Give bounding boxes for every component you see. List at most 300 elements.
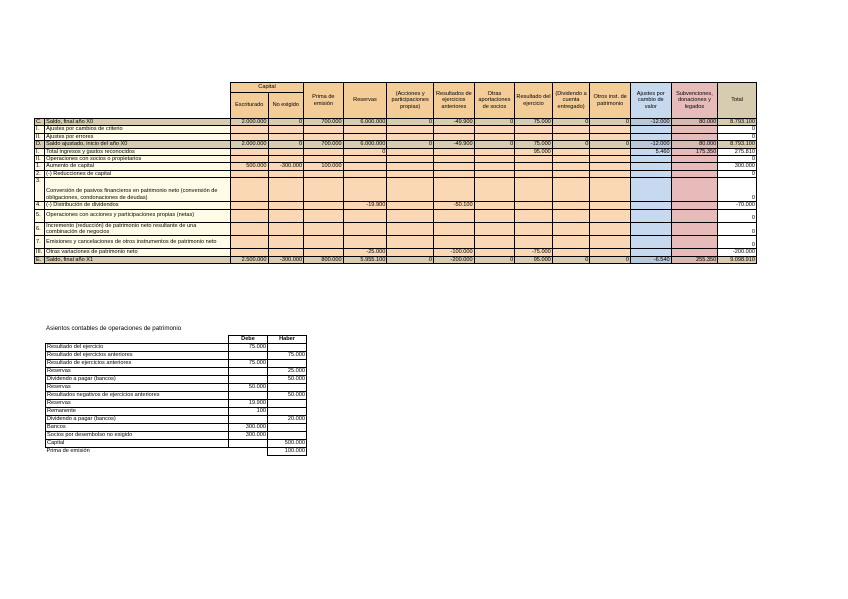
row-value: 0 [718,178,757,202]
row-code: 1. [35,163,45,170]
row-value [387,148,434,155]
row-code: 4. [35,202,45,209]
row-value [474,249,515,256]
row-value [230,156,268,163]
row-value: -70.000 [718,202,757,209]
journal-account: Dividendo a pagar (bancos) [46,376,229,384]
header-escriturado: Escriturado [230,93,268,119]
row-value [590,133,631,140]
journal-debe [229,416,268,424]
journal-debe: 300.000 [229,432,268,440]
equity-row [35,133,757,140]
row-value [387,156,434,163]
row-value [343,170,387,177]
row-value: 0 [474,141,515,148]
equity-row [35,119,757,126]
row-value: 0 [552,256,590,263]
journal-haber [268,432,307,440]
row-value [304,126,344,133]
journal-row [46,424,307,432]
row-value [268,236,304,249]
journal-haber: 20.000 [268,416,307,424]
journal-haber: 100.000 [268,448,307,456]
row-value [474,163,515,170]
row-value [434,126,475,133]
equity-row [35,178,757,202]
row-value: 80.000 [671,141,718,148]
header-total: Total [718,83,757,119]
journal-row [46,384,307,392]
row-value [590,170,631,177]
journal-debe [229,392,268,400]
row-code: 2. [35,170,45,177]
row-value: 0 [718,170,757,177]
row-value [552,202,590,209]
journal-row [46,368,307,376]
journal-account: Resultado del ejercicios anteriores [46,352,229,360]
row-value: -75.000 [515,249,553,256]
row-value [268,126,304,133]
journal-debe [229,376,268,384]
row-value [474,148,515,155]
journal-row [46,432,307,440]
row-label: Total ingresos y gastos reconocidos [45,148,231,155]
row-value [671,209,718,222]
row-label: (-) Distribución de dividendos [45,202,231,209]
row-value [671,202,718,209]
equity-row [35,163,757,170]
row-value: 300.000 [718,163,757,170]
row-value [552,148,590,155]
journal-account: Bancos [46,424,229,432]
header-capital-group: Capital [230,83,303,93]
row-value [552,156,590,163]
journal-row [46,376,307,384]
row-value: -100.000 [434,249,475,256]
row-value [230,170,268,177]
row-label: Emisiones y cancelaciones de otros instrumentos de patrimonio neto [45,236,231,249]
row-value: 0 [718,126,757,133]
journal-row [46,440,307,448]
row-value: 0 [387,141,434,148]
row-value [387,163,434,170]
row-label: Ajustes por cambios de criterio [45,126,231,133]
row-value [304,148,344,155]
row-value: -6.540 [630,256,671,263]
row-value [230,249,268,256]
row-value: 9.098.910 [718,256,757,263]
row-label: Ajustes por errores [45,133,231,140]
row-value [552,133,590,140]
journal-header-blank [46,336,229,344]
header-subvenciones: Subvenciones, donaciones y legados [671,83,718,119]
row-code: E. [35,256,45,263]
journal-row [46,448,307,456]
row-code: D. [35,141,45,148]
row-code: 7. [35,236,45,249]
journal-debe: 75.000 [229,360,268,368]
row-value: 175.350 [671,148,718,155]
header-prima: Prima de emisión [304,83,344,119]
row-value: 0 [268,119,304,126]
journal-account: Reservas [46,384,229,392]
row-value [268,209,304,222]
journal-title: Asientos contables de operaciones de patrimonio [46,325,182,332]
row-value [343,163,387,170]
row-value [434,133,475,140]
row-value: 0 [552,119,590,126]
row-value [343,126,387,133]
journal-row [46,352,307,360]
row-code: I. [35,148,45,155]
row-value: 0 [718,236,757,249]
equity-row [35,126,757,133]
header-otros-instrumentos: Otros inst. de patrimonio [590,83,631,119]
row-label: Aumento de capital [45,163,231,170]
row-value [268,170,304,177]
row-value [552,163,590,170]
row-value [268,148,304,155]
row-value: 95.000 [515,256,553,263]
row-value [515,236,553,249]
row-value [515,133,553,140]
row-value [434,156,475,163]
journal-row [46,408,307,416]
row-value [552,178,590,202]
row-value: 0 [343,148,387,155]
equity-row [35,148,757,155]
equity-row [35,256,757,263]
row-value [474,202,515,209]
row-value: 0 [718,222,757,236]
row-value [230,133,268,140]
row-value: 0 [552,141,590,148]
row-value: 255.350 [671,256,718,263]
row-value [590,249,631,256]
row-value [387,202,434,209]
row-value [630,202,671,209]
row-value [590,209,631,222]
row-value: 2.500.000 [230,256,268,263]
row-value: 8.793.100 [718,119,757,126]
row-value [630,209,671,222]
equity-row [35,170,757,177]
header-no-exigido: No exigido [268,93,304,119]
row-value [671,126,718,133]
row-value [304,156,344,163]
row-label: Saldo, final año X1 [45,256,231,263]
row-value [474,156,515,163]
row-value: 0 [590,256,631,263]
journal-debe: 75.000 [229,344,268,352]
row-value [434,178,475,202]
row-value [590,178,631,202]
row-value [387,170,434,177]
journal-row [46,392,307,400]
journal-header-debe: Debe [229,336,268,344]
row-value [434,148,475,155]
journal-debe [229,352,268,360]
row-value: 5.460 [630,148,671,155]
journal-debe [229,368,268,376]
journal-haber [268,400,307,408]
row-value: 5.955.100 [343,256,387,263]
row-value [268,178,304,202]
row-value [434,170,475,177]
row-value [671,170,718,177]
row-value [304,222,344,236]
row-value [474,209,515,222]
row-value: 0 [718,209,757,222]
equity-row [35,156,757,163]
row-label: Operaciones con acciones y participaciones propias (netas) [45,209,231,222]
journal-account: Prima de emisión [46,448,90,455]
row-value [230,202,268,209]
row-value [343,209,387,222]
row-value [434,236,475,249]
row-value [515,156,553,163]
row-value: 800.000 [304,256,344,263]
row-value [268,222,304,236]
row-value [474,133,515,140]
row-value [552,249,590,256]
row-value: 0 [590,119,631,126]
header-otras-aportaciones: Otras aportaciones de socios [474,83,515,119]
equity-row [35,141,757,148]
row-value [434,209,475,222]
journal-account: Socios por desembolso no exigido [46,432,229,440]
row-value: -12.000 [630,119,671,126]
journal-debe: 19.900 [229,400,268,408]
row-value: -25.000 [343,249,387,256]
row-code: II. [35,156,45,163]
row-value [230,236,268,249]
row-value [630,178,671,202]
journal-account: Resultados negativos de ejercicios anteriores [46,392,229,400]
row-value: 0 [474,256,515,263]
row-value [343,133,387,140]
row-value [630,156,671,163]
journal-table [45,335,307,456]
row-value [590,156,631,163]
journal-haber [268,424,307,432]
row-value [630,236,671,249]
journal-account: Capital [46,440,229,448]
row-value [268,202,304,209]
row-value: 700.000 [304,119,344,126]
journal-account: Resultado del ejercicio [46,344,229,352]
row-value [671,222,718,236]
row-value: 275.810 [718,148,757,155]
journal-haber [268,360,307,368]
journal-haber: 500.000 [268,440,307,448]
row-value [304,209,344,222]
row-value [268,249,304,256]
header-reservas: Reservas [343,83,387,119]
row-value [304,178,344,202]
journal-haber [268,384,307,392]
row-value: -49.900 [434,141,475,148]
row-value [552,170,590,177]
row-value [230,178,268,202]
row-code: 5. [35,209,45,222]
row-value [671,133,718,140]
row-value: 0 [387,119,434,126]
row-value [268,133,304,140]
equity-statement-table [34,82,757,264]
journal-row [46,400,307,408]
row-value: 0 [590,141,631,148]
row-value [515,178,553,202]
row-value [590,148,631,155]
row-value: -49.900 [434,119,475,126]
row-value [552,209,590,222]
row-label: Operaciones con socios o propietarios [45,156,231,163]
header-resultado-ejercicio: Resultado del ejercicio [515,83,553,119]
journal-account: Dividendo a pagar (bancos) [46,416,229,424]
row-value [474,126,515,133]
row-value [590,222,631,236]
journal-haber [268,344,307,352]
journal-debe [229,440,268,448]
row-value: 0 [387,256,434,263]
row-value [268,156,304,163]
equity-row [35,249,757,256]
row-value: 0 [268,141,304,148]
row-value [630,170,671,177]
row-value [230,148,268,155]
header-blank [35,83,231,93]
journal-haber [268,408,307,416]
row-code: 6. [35,222,45,236]
journal-account: Reservas [46,368,229,376]
row-value [552,126,590,133]
row-value [515,170,553,177]
row-value [630,222,671,236]
row-value [387,133,434,140]
row-value [515,209,553,222]
row-label: Saldo, final año X0 [45,119,231,126]
row-code: 3. [35,178,45,202]
row-value [230,209,268,222]
equity-row [35,222,757,236]
row-value: 700.000 [304,141,344,148]
row-value [590,202,631,209]
row-value [630,126,671,133]
journal-debe: 50.000 [229,384,268,392]
row-value [590,163,631,170]
row-value [434,163,475,170]
row-value [590,126,631,133]
row-value: -300.000 [268,256,304,263]
row-value [343,156,387,163]
row-value [515,222,553,236]
equity-row [35,209,757,222]
row-code: III. [35,249,45,256]
row-label: Otras variaciones de patrimonio neto [45,249,231,256]
row-value: -200.000 [434,256,475,263]
row-value [671,236,718,249]
row-value [671,249,718,256]
journal-debe: 100 [229,408,268,416]
row-label: (-) Reducciones de capital [45,170,231,177]
row-value: 6.000.000 [343,119,387,126]
row-value [304,236,344,249]
row-value [434,222,475,236]
row-value [387,126,434,133]
row-value: 95.000 [515,148,553,155]
journal-account: Reservas [46,400,229,408]
journal-haber: 50.000 [268,392,307,400]
row-value: -12.000 [630,141,671,148]
row-value [304,133,344,140]
row-value [590,236,631,249]
journal-haber: 75.000 [268,352,307,360]
row-value: 8.793.100 [718,141,757,148]
row-value [304,249,344,256]
row-value [230,222,268,236]
row-value [343,178,387,202]
row-value [515,163,553,170]
row-value: 0 [718,133,757,140]
row-value: -200.000 [718,249,757,256]
row-value [343,236,387,249]
row-code: C. [35,119,45,126]
row-value: -300.000 [268,163,304,170]
journal-row [46,344,307,352]
row-value [474,222,515,236]
row-value [630,133,671,140]
row-value [671,156,718,163]
row-value [630,249,671,256]
row-value [387,209,434,222]
row-value: 0 [474,119,515,126]
row-value: 500.000 [230,163,268,170]
row-value [343,222,387,236]
row-value [304,202,344,209]
row-value [671,178,718,202]
header-blank-2 [35,93,231,119]
row-value [474,170,515,177]
equity-row [35,202,757,209]
row-value: 100.000 [304,163,344,170]
header-ajustes-valor: Ajustes por cambio de valor [630,83,671,119]
row-value [304,170,344,177]
row-value [230,126,268,133]
journal-row [46,360,307,368]
row-value: -50.100 [434,202,475,209]
row-value [671,163,718,170]
journal-debe [229,448,268,456]
row-value [630,163,671,170]
row-code: I. [35,126,45,133]
journal-header-haber: Haber [268,336,307,344]
row-value: 6.000.000 [343,141,387,148]
equity-row [35,236,757,249]
journal-debe: 300.000 [229,424,268,432]
row-value [387,236,434,249]
header-resultados-anteriores: Resultados de ejercicios anteriores [434,83,475,119]
journal-account: Remanente [46,408,229,416]
row-value: 80.000 [671,119,718,126]
row-value [474,178,515,202]
row-value: 2.000.000 [230,141,268,148]
row-value [552,236,590,249]
row-value: 75.000 [515,119,553,126]
row-label: Saldo ajustado, inicio del año X0 [45,141,231,148]
header-acciones-propias: (Acciones y participaciones propias) [387,83,434,119]
row-value [387,222,434,236]
